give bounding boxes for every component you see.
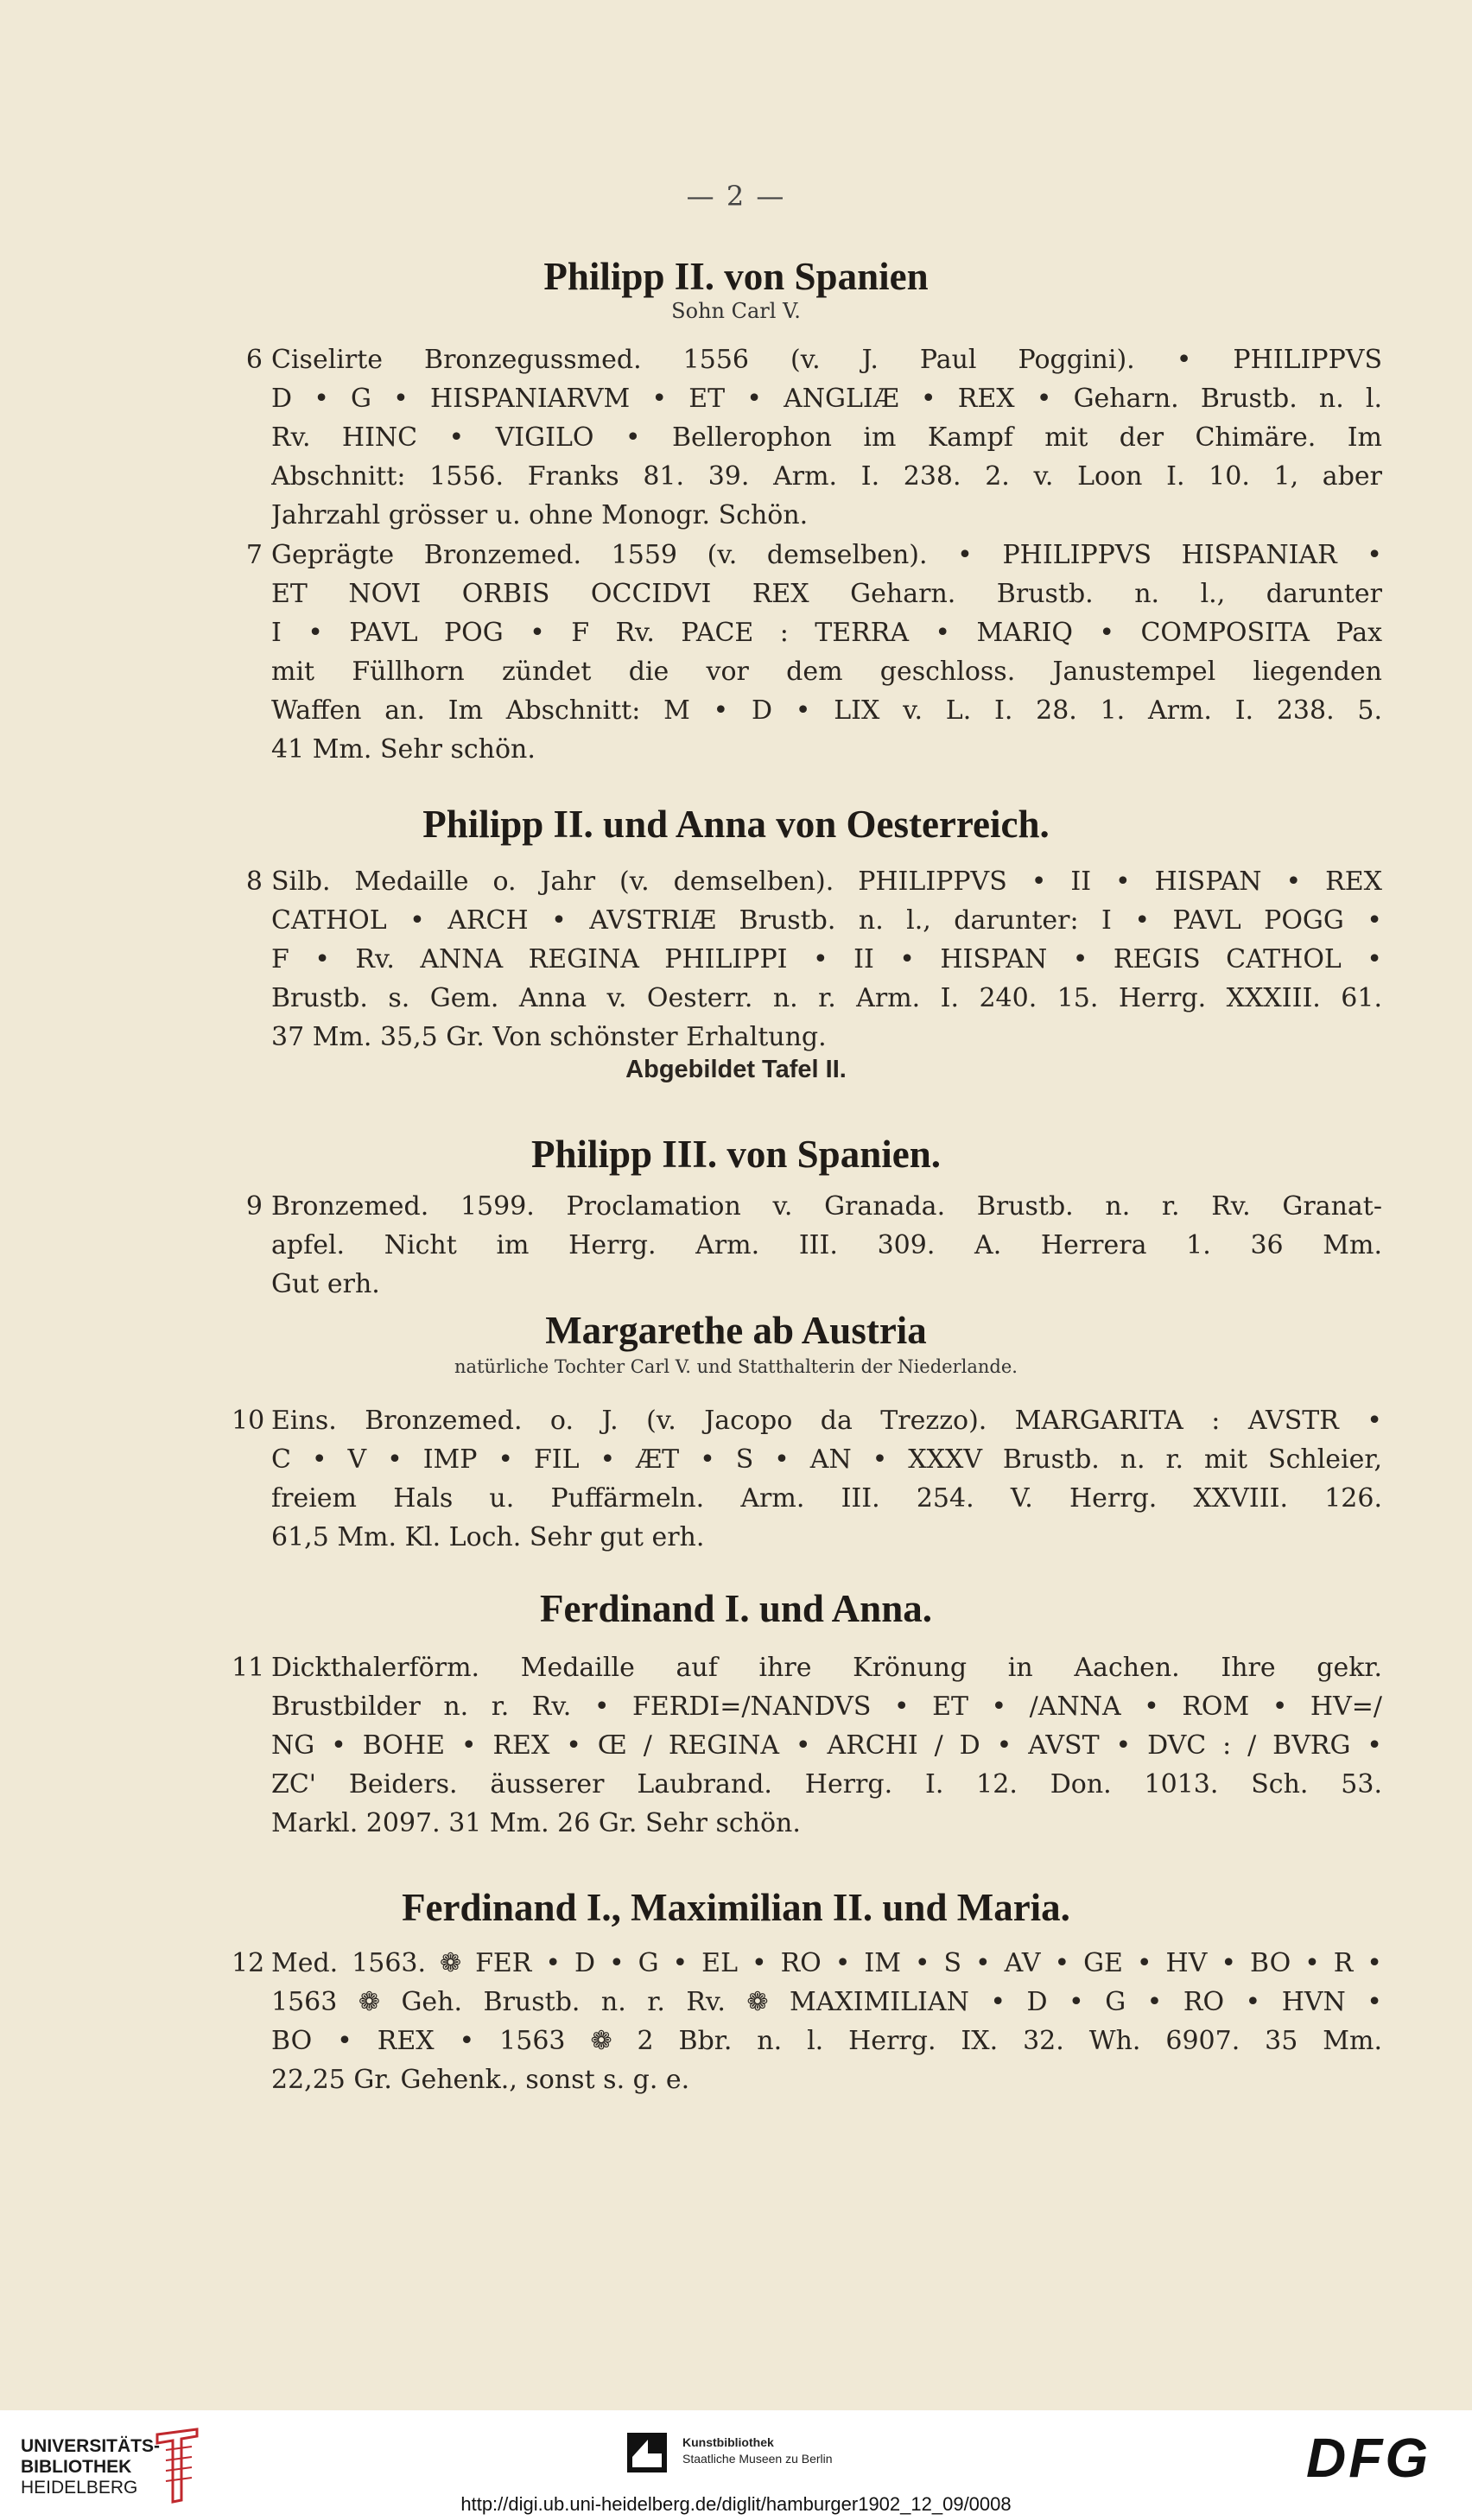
entry-line: Geprägte Bronzemed. 1559 (v. demselben). • PHILIPPVS HISPANIAR • — [271, 540, 1382, 570]
entry-number: 10 — [232, 1406, 265, 1436]
section-title-ferdinand-anna: Ferdinand I. und Anna. — [540, 1587, 932, 1630]
entry-line: apfel. Nicht im Herrg. Arm. III. 309. A. Herrera 1. 36 Mm. — [271, 1230, 1382, 1260]
entry-line: D • G • HISPANIARVM • ET • ANGLIÆ • REX • Geharn. Brustb. n. l. — [271, 384, 1382, 414]
section-subtitle-margarethe: natürliche Tochter Carl V. und Statthalterin der Niederlande. — [454, 1356, 1018, 1377]
entry-line: Eins. Bronzemed. o. J. (v. Jacopo da Trezzo). MARGARITA : AVSTR • — [271, 1406, 1382, 1436]
entry-number: 6 — [245, 345, 263, 375]
entry-11 — [232, 1648, 1382, 1843]
section-title-margarethe: Margarethe ab Austria — [545, 1309, 927, 1352]
entry-7 — [245, 536, 1382, 769]
entry-line: C • V • IMP • FIL • ÆT • S • AN • XXXV Brustb. n. r. mit Schleier, — [271, 1444, 1382, 1475]
entry-line: Brustbilder n. r. Rv. • FERDI=/NANDVS • ET • /ANNA • ROM • HV=/ — [271, 1692, 1382, 1722]
entry-line: NG • BOHE • REX • Œ / REGINA • ARCHI / D • AVST • DVC : / BVRG • — [271, 1730, 1382, 1761]
entry-10 — [232, 1401, 1382, 1557]
entry-line: Markl. 2097. 31 Mm. 26 Gr. Sehr schön. — [271, 1808, 801, 1838]
entry-line: I • PAVL POG • F Rv. PACE : TERRA • MARIQ • COMPOSITA Pax — [271, 618, 1382, 648]
entry-6 — [245, 340, 1382, 535]
dfg-logo: DFG — [1306, 2427, 1431, 2489]
entry-12 — [232, 1944, 1382, 2099]
entry-number: 9 — [245, 1191, 263, 1222]
entry-line: Waffen an. Im Abschnitt: M • D • LIX v. L. I. 28. 1. Arm. I. 238. 5. — [271, 695, 1382, 726]
entry-line: ET NOVI ORBIS OCCIDVI REX Geharn. Brustb. n. l., darunter — [271, 579, 1382, 609]
entry-line: Ciselirte Bronzegussmed. 1556 (v. J. Paul Poggini). • PHILIPPVS — [271, 345, 1382, 375]
university-library-name: UNIVERSITÄTS- BIBLIOTHEK HEIDELBERG — [21, 2436, 161, 2498]
entry-line: 61,5 Mm. Kl. Loch. Sehr gut erh. — [271, 1522, 705, 1552]
section-subtitle-philipp-ii: Sohn Carl V. — [671, 299, 801, 323]
entry-number: 8 — [245, 866, 263, 897]
entry-line: 41 Mm. Sehr schön. — [271, 734, 536, 765]
page-number: — 2 — — [686, 180, 786, 213]
entry-line: Rv. HINC • VIGILO • Bellerophon im Kampf mit der Chimäre. Im — [271, 422, 1382, 453]
entry-8 — [245, 862, 1382, 1057]
entry-line: 37 Mm. 35,5 Gr. Von schönster Erhaltung. — [271, 1022, 827, 1052]
entry-line: Jahrzahl grösser u. ohne Monogr. Schön. — [271, 500, 809, 530]
entry-line: CATHOL • ARCH • AVSTRIÆ Brustb. n. l., darunter: I • PAVL POGG • — [271, 905, 1382, 936]
section-title-philipp-ii: Philipp II. von Spanien — [543, 255, 929, 298]
entry-line: mit Füllhorn zündet die vor dem geschloss. Janustempel liegenden — [271, 657, 1382, 687]
section-title-ferdinand-maximilian-maria: Ferdinand I., Maximilian II. und Maria. — [402, 1886, 1070, 1929]
section-title-philipp-iii: Philipp III. von Spanien. — [531, 1133, 941, 1176]
section-title-philipp-ii-anna: Philipp II. und Anna von Oesterreich. — [422, 803, 1050, 846]
entry-line: freiem Hals u. Puffärmeln. Arm. III. 254. V. Herrg. XXVIII. 126. — [271, 1483, 1382, 1514]
entry-9 — [245, 1187, 1382, 1304]
entry-line: BO • REX • 1563 ❁ 2 Bbr. n. l. Herrg. IX. 32. Wh. 6907. 35 Mm. — [271, 2026, 1382, 2056]
entry-line: Abschnitt: 1556. Franks 81. 39. Arm. I. 238. 2. v. Loon I. 10. 1, aber — [271, 461, 1382, 492]
entry-number: 11 — [232, 1653, 265, 1683]
entry-line: 1563 ❁ Geh. Brustb. n. r. Rv. ❁ MAXIMILIAN • D • G • RO • HVN • — [271, 1987, 1382, 2017]
entry-line: F • Rv. ANNA REGINA PHILIPPI • II • HISPAN • REGIS CATHOL • — [271, 944, 1382, 974]
entry-line: Brustb. s. Gem. Anna v. Oesterr. n. r. Arm. I. 240. 15. Herrg. XXXIII. 61. — [271, 983, 1382, 1013]
source-url[interactable]: http://digi.ub.uni-heidelberg.de/diglit/hamburger1902_12_09/0008 — [460, 2493, 1012, 2515]
entry-line: Dickthalerförm. Medaille auf ihre Krönung in Aachen. Ihre gekr. — [271, 1653, 1382, 1683]
entry-line: Silb. Medaille o. Jahr (v. demselben). PHILIPPVS • II • HISPAN • REX — [271, 866, 1382, 897]
kunstbibliothek-logo-icon — [625, 2431, 669, 2474]
entry-line: Gut erh. — [271, 1269, 380, 1299]
entry-number: 12 — [232, 1948, 265, 1978]
kunstbibliothek-label: Kunstbibliothek Staatliche Museen zu Berlin — [682, 2435, 833, 2466]
illustration-note: Abgebildet Tafel II. — [625, 1056, 847, 1083]
entry-line: Bronzemed. 1599. Proclamation v. Granada. Brustb. n. r. Rv. Granat- — [271, 1191, 1382, 1222]
entry-number: 7 — [245, 540, 263, 570]
entry-line: 22,25 Gr. Gehenk., sonst s. g. e. — [271, 2065, 690, 2095]
entry-line: Med. 1563. ❁ FER • D • G • EL • RO • IM • S • AV • GE • HV • BO • R • — [271, 1948, 1382, 1978]
entry-line: ZC' Beiders. äusserer Laubrand. Herrg. I. 12. Don. 1013. Sch. 53. — [271, 1769, 1382, 1800]
